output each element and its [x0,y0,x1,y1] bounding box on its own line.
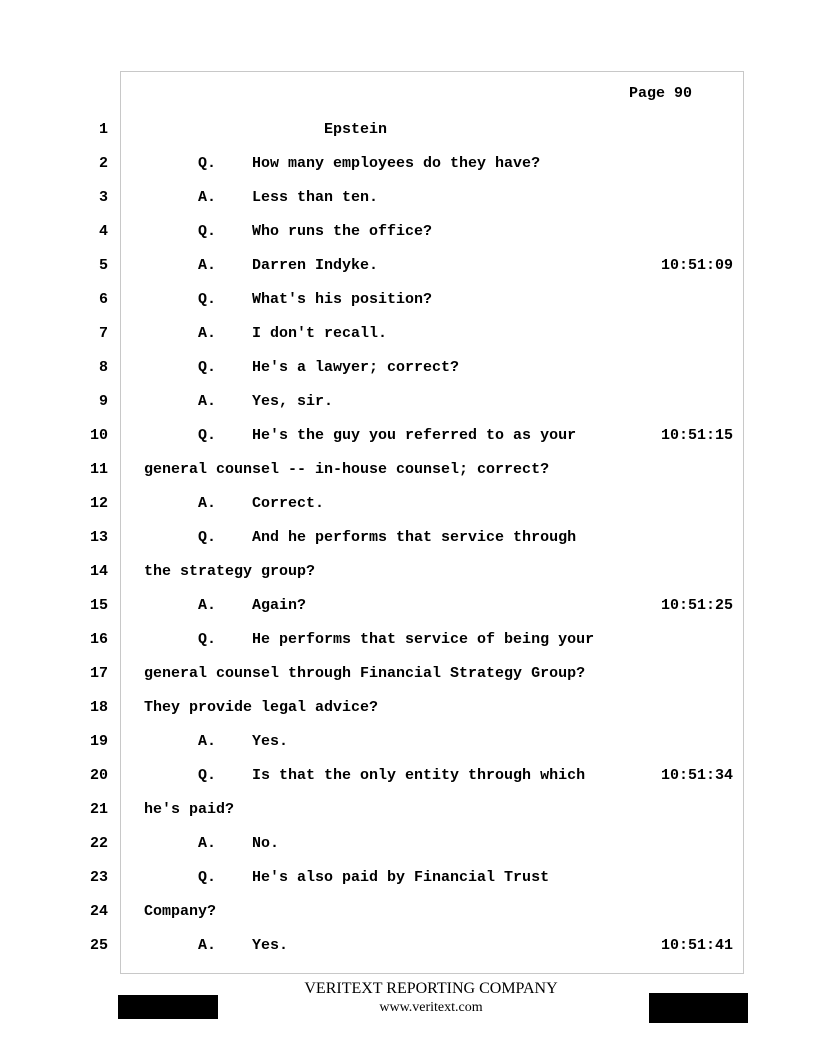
line-number: 24 [89,903,108,920]
line-text: A. Darren Indyke. [144,257,379,274]
line-number: 25 [89,937,108,954]
line-text: Q. How many employees do they have? [144,155,541,172]
line-text: They provide legal advice? [144,699,379,716]
line-text: general counsel through Financial Strategy Group? [144,665,586,682]
line-text: Q. He performs that service of being your [144,631,595,648]
transcript-line [0,392,816,412]
transcript-line [0,800,816,820]
line-number: 5 [98,257,108,274]
line-number: 7 [98,325,108,342]
transcript-line [0,698,816,718]
transcript-line [0,732,816,752]
timestamp: 10:51:41 [661,937,734,954]
transcript-line [0,460,816,480]
redaction-box-right [649,993,748,1023]
line-text: Q. He's the guy you referred to as your [144,427,577,444]
line-number: 10 [89,427,108,444]
line-number: 17 [89,665,108,682]
line-number: 8 [98,359,108,376]
line-text: Q. And he performs that service through [144,529,577,546]
line-text: A. No. [144,835,280,852]
line-text: the strategy group? [144,563,316,580]
redaction-box-left [118,995,218,1019]
line-text: Q. He's a lawyer; correct? [144,359,460,376]
transcript-line [0,596,816,616]
transcript-line [0,834,816,854]
transcript-line [0,766,816,786]
line-text: Q. He's also paid by Financial Trust [144,869,550,886]
line-text: A. Correct. [144,495,325,512]
line-number: 19 [89,733,108,750]
line-text: Company? [144,903,217,920]
transcript-line [0,562,816,582]
timestamp: 10:51:34 [661,767,734,784]
line-number: 12 [89,495,108,512]
line-text: he's paid? [144,801,235,818]
transcript-line [0,290,816,310]
line-number: 21 [89,801,108,818]
line-number: 23 [89,869,108,886]
transcript-line [0,120,816,140]
line-text: A. Yes. [144,937,289,954]
footer-company: VERITEXT REPORTING COMPANY [304,980,558,997]
transcript-line [0,936,816,956]
timestamp: 10:51:09 [661,257,734,274]
transcript-line [0,902,816,922]
line-number: 15 [89,597,108,614]
line-number: 20 [89,767,108,784]
transcript-line [0,630,816,650]
transcript-line [0,358,816,378]
transcript-line [0,256,816,276]
line-text: Epstein [144,121,388,138]
line-number: 1 [98,121,108,138]
transcript-line [0,868,816,888]
transcript-line [0,664,816,684]
transcript-line [0,324,816,344]
transcript-line [0,494,816,514]
line-text: A. Less than ten. [144,189,379,206]
line-number: 4 [98,223,108,240]
transcript-line [0,528,816,548]
line-number: 3 [98,189,108,206]
line-number: 22 [89,835,108,852]
line-number: 16 [89,631,108,648]
transcript-line [0,154,816,174]
line-text: Q. Who runs the office? [144,223,433,240]
transcript-line [0,222,816,242]
transcript-line [0,426,816,446]
line-number: 6 [98,291,108,308]
line-number: 18 [89,699,108,716]
line-text: general counsel -- in-house counsel; correct? [144,461,550,478]
line-text: A. Yes, sir. [144,393,334,410]
transcript-line [0,188,816,208]
timestamp: 10:51:15 [661,427,734,444]
line-number: 13 [89,529,108,546]
line-number: 2 [98,155,108,172]
line-text: Q. What's his position? [144,291,433,308]
timestamp: 10:51:25 [661,597,734,614]
line-number: 9 [98,393,108,410]
line-text: A. Yes. [144,733,289,750]
page-number: Page 90 [629,85,693,102]
line-number: 11 [89,461,108,478]
line-text: A. I don't recall. [144,325,388,342]
line-text: Q. Is that the only entity through which [144,767,586,784]
footer-url: www.veritext.com [379,1000,483,1015]
line-text: A. Again? [144,597,307,614]
line-number: 14 [89,563,108,580]
